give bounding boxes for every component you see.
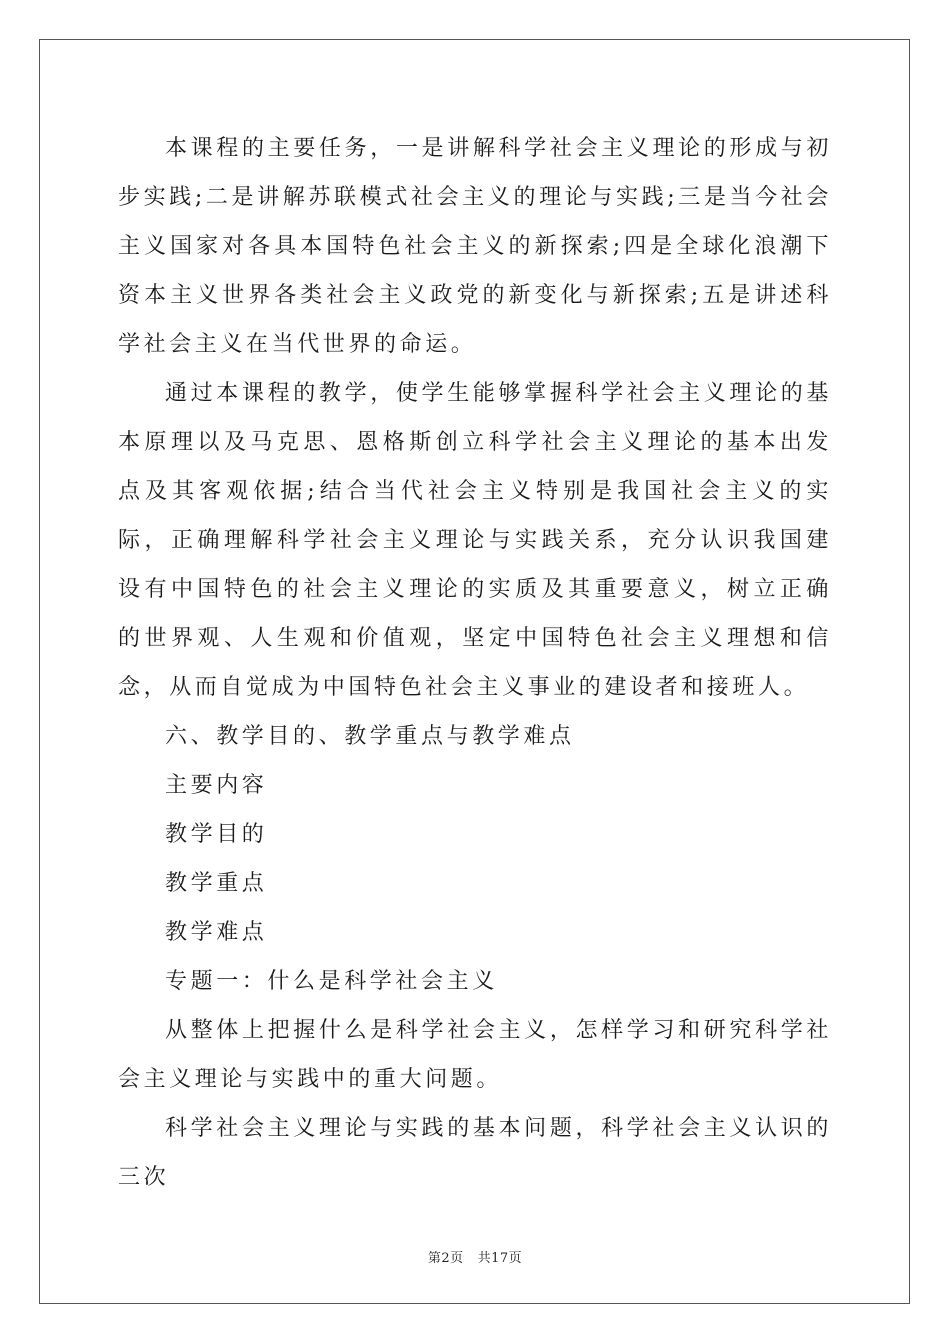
section-heading-six: 六、教学目的、教学重点与教学难点 [165,724,575,749]
page-total: 共17页 [477,1251,523,1266]
list-item-teaching-difficulty: 教学难点 [165,920,268,945]
paragraph-course-tasks: 本课程的主要任务，一是讲解科学社会主义理论的形成与初步实践;二是讲解苏联模式社会主义的理论与实践;三是当今社会主义国家对各具本国特色社会主义的新探索;四是全球化浪潮下资本主义世界各类社会主义政党的新变化与新探索;五是讲述科学社会主义在当代世界的命运。 [118,136,832,357]
list-item-teaching-purpose: 教学目的 [165,822,268,847]
paragraph-topic-basic-issues: 科学社会主义理论与实践的基本问题，科学社会主义认识的三次 [118,1116,832,1190]
page-number: 第2页 [427,1251,464,1266]
list-item-main-content: 主要内容 [165,773,268,798]
list-item-teaching-focus: 教学重点 [165,871,268,896]
page-footer [0,1247,950,1266]
document-body [118,124,832,1202]
paragraph-topic-purpose: 从整体上把握什么是科学社会主义，怎样学习和研究科学社会主义理论与实践中的重大问题。 [118,1018,832,1092]
paragraph-course-goals: 通过本课程的教学，使学生能够掌握科学社会主义理论的基本原理以及马克思、恩格斯创立科学社会主义理论的基本出发点及其客观依据;结合当代社会主义特别是我国社会主义的实际，正确理解科学社会主义理论与实践关系，充分认识我国建设有中国特色的社会主义理论的实质及其重要意义，树立正确的世界观、人生观和价值观，坚定中国特色社会主义理想和信念，从而自觉成为中国特色社会主义事业的建设者和接班人。 [118,381,832,700]
topic-heading-one: 专题一：什么是科学社会主义 [165,969,498,994]
